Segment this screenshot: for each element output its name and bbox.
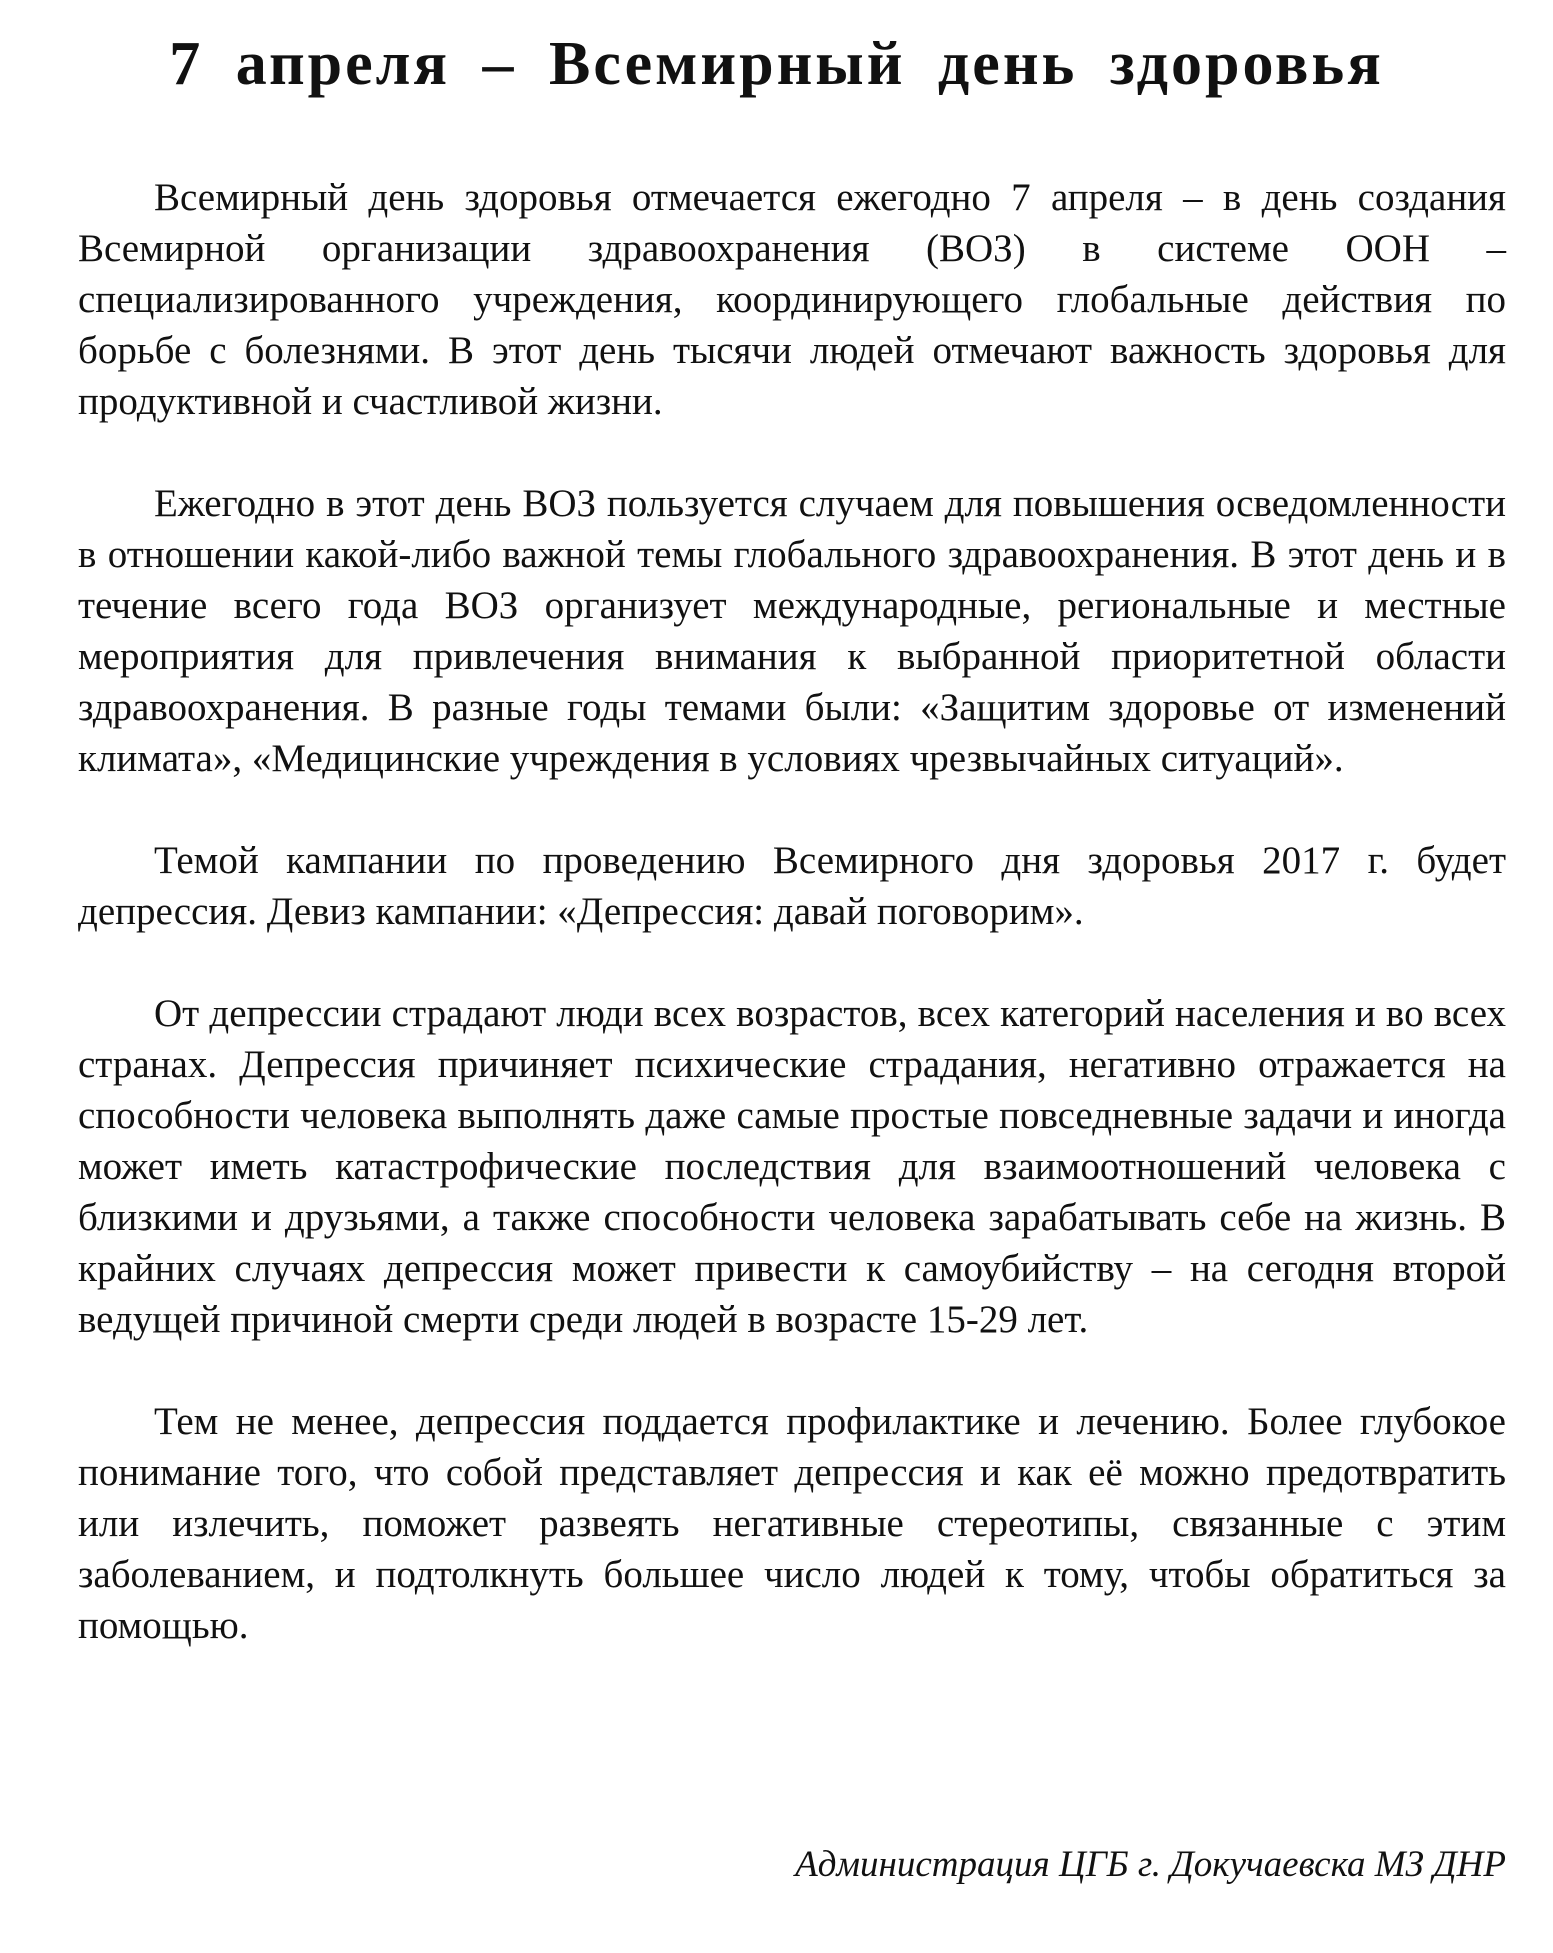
signature: Администрация ЦГБ г. Докучаевска МЗ ДНР (795, 1844, 1506, 1885)
document-title: 7 апреля – Всемирный день здоровья (169, 30, 1384, 98)
paragraph-who-day-intro: Всемирный день здоровья отмечается ежегодно 7 апреля – в день создания Всемирной организации здравоохранения (ВОЗ) в системе ООН – специализированного учреждения, координирующего глобальные действия по борьбе с болезнями. В этот день тысячи людей отмечают важность здоровья для продуктивной и счастливой жизни. (78, 176, 1506, 423)
document-body (78, 172, 1506, 1702)
paragraph-prevention: Тем не менее, депрессия поддается профилактике и лечению. Более глубокое понимание того, что собой представляет депрессия и как её можно предотвратить или излечить, поможет развеять негативные стереотипы, связанные с этим заболеванием, и подтолкнуть большее число людей к тому, чтобы обратиться за помощью. (78, 1400, 1506, 1647)
paragraph-annual-themes: Ежегодно в этот день ВОЗ пользуется случаем для повышения осведомленности в отношении какой-либо важной темы глобального здравоохранения. В этот день и в течение всего года ВОЗ организует международные, региональные и местные мероприятия для привлечения внимания к выбранной приоритетной области здравоохранения. В разные годы темами были: «Защитим здоровье от изменений климата», «Медицинские учреждения в условиях чрезвычайных ситуаций». (78, 482, 1506, 780)
paragraph-2017-campaign: Темой кампании по проведению Всемирного дня здоровья 2017 г. будет депрессия. Девиз кампании: «Депрессия: давай поговорим». (78, 839, 1506, 933)
paragraph-depression-impact: От депрессии страдают люди всех возрастов, всех категорий населения и во всех странах. Депрессия причиняет психические страдания, негативно отражается на способности человека выполнять даже самые простые повседневные задачи и иногда может иметь катастрофические последствия для взаимоотношений человека с близкими и друзьями, а также способности человека зарабатывать себе на жизнь. В крайних случаях депрессия может привести к самоубийству – на сегодня второй ведущей причиной смерти среди людей в возрасте 15-29 лет. (78, 992, 1506, 1341)
